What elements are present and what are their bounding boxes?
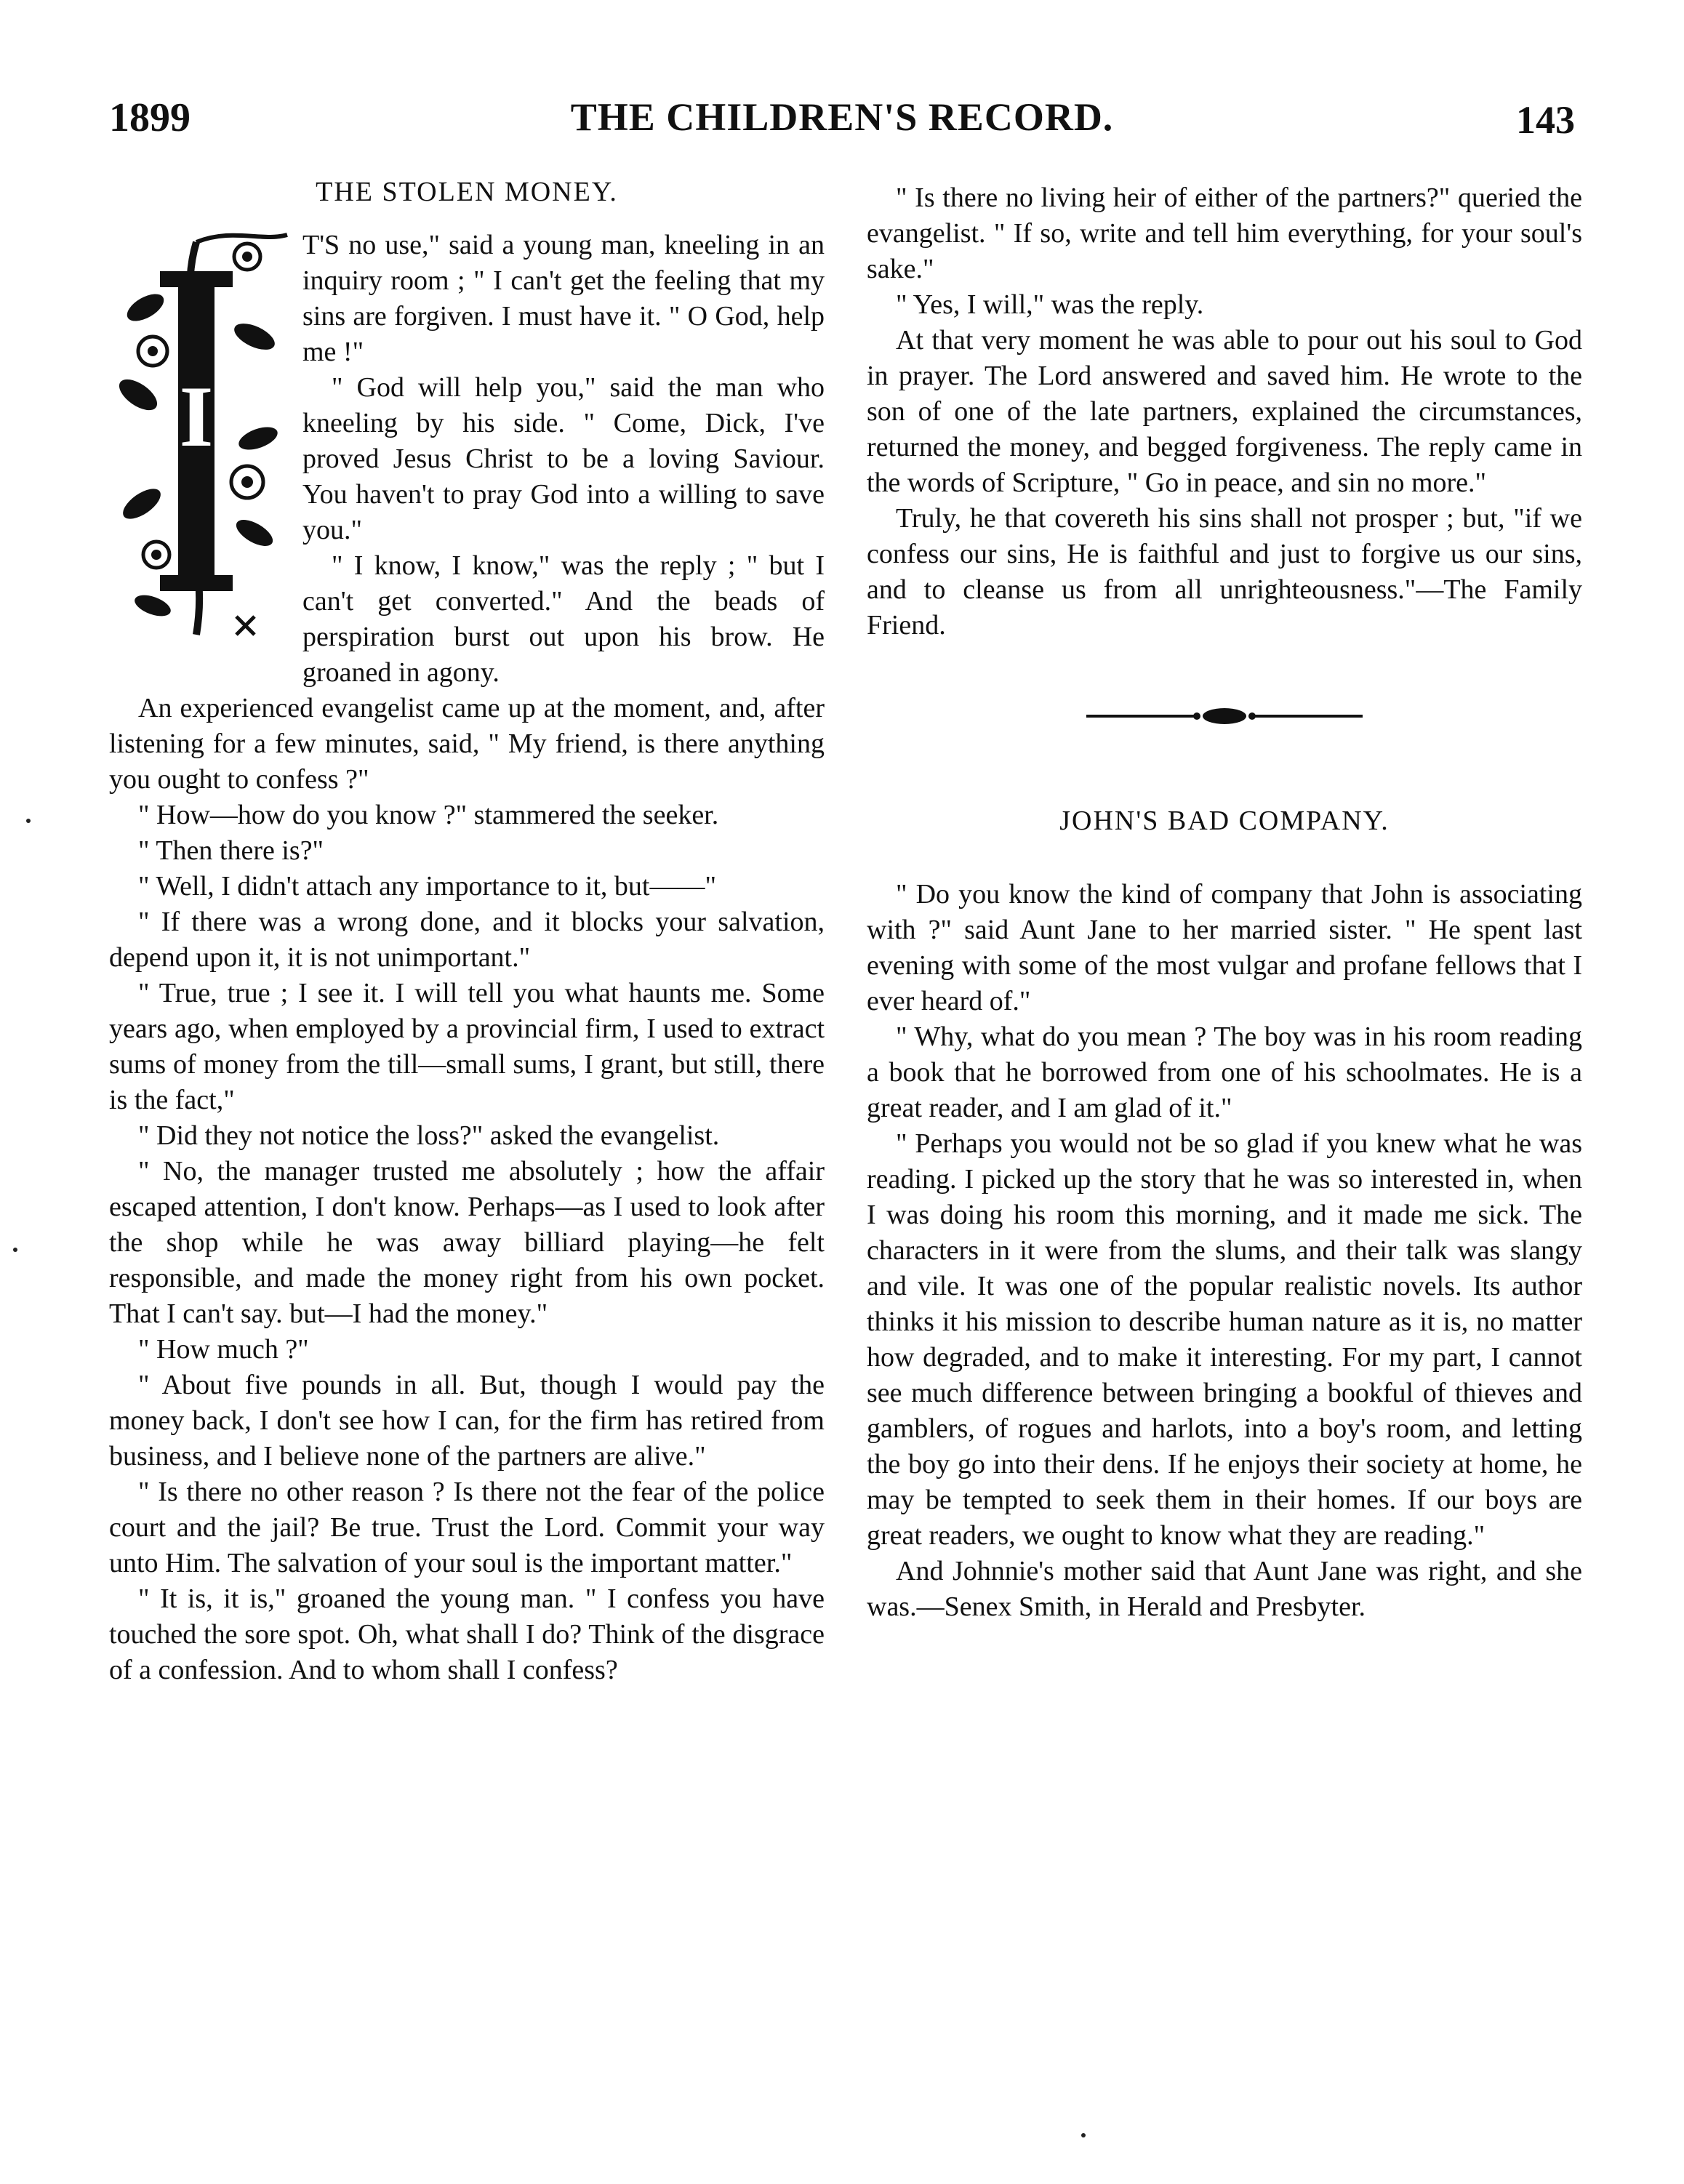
page-number: 143 [1516,98,1575,142]
paragraph: " It is, it is," groaned the young man. " I confess you have touched the sore spot. Oh, what shall I do? Think of the disgrace of a confession. And to whom shall I confess? [109,1583,825,1685]
publication-title: THE CHILDREN'S RECORD. [570,95,1114,139]
article-title-johns-bad-company: JOHN'S BAD COMPANY. [1059,806,1390,836]
ornament-rule-icon [1086,702,1363,731]
paragraph: " God will help you," said the man who kneeling by his side. " Come, Dick, I've proved Jesus Christ to be a loving Saviour. You haven't to pray God into a willing to save you." [302,372,825,545]
paragraph: Truly, he that covereth his sins shall not prosper ; but, "if we confess our sins, He is faithful and just to forgive us our sins, and to cleanse us from all unrighteousness."—The Family Friend. [867,503,1582,641]
print-speck [26,819,31,823]
paragraph: " Why, what do you mean ? The boy was in his room reading a book that he borrowed from one of his schoolmates. He is a great reader, and I am glad of it." [867,1021,1582,1123]
section-divider [867,702,1582,731]
paragraph: " No, the manager trusted me absolutely ; how the affair escaped attention, I don't know. Perhaps—as I used to look after the shop while he was away billiard playing—he felt responsible, and made the money right from his own pocket. That I can't say. but—I had the money." [109,1156,825,1329]
paragraph: " Is there no living heir of either of the partners?" queried the evangelist. " If so, write and tell him everything, for your soul's sake." [867,182,1582,284]
svg-text:I: I [179,368,214,465]
ornamental-initial [109,228,291,657]
article-title-stolen-money: THE STOLEN MONEY. [316,177,618,207]
paragraph: " Yes, I will," was the reply. [896,289,1204,320]
paragraph: " How—how do you know ?" stammered the seeker. [138,800,719,830]
right-column [867,180,1582,1625]
paragraph: " How much ?" [138,1334,309,1365]
paragraph: " Well, I didn't attach any importance to it, but——" [138,871,716,902]
left-column [109,174,825,1688]
paragraph: An experienced evangelist came up at the moment, and, after listening for a few minutes, said, " My friend, is there anything you ought to confess ?" [109,693,825,795]
print-speck [1081,2133,1086,2137]
paragraph: " About five pounds in all. But, though I would pay the money back, I don't see how I can, for the firm has retired from business, and I believe none of the partners are alive." [109,1370,825,1472]
floral-initial-icon [109,228,291,657]
paragraph: " Did they not notice the loss?" asked the evangelist. [138,1120,720,1151]
paragraph: " Then there is?" [138,835,324,866]
issue-year: 1899 [109,95,191,140]
paragraph: " Perhaps you would not be so glad if you knew what he was reading. I picked up the story that he was so interested in, when I was doing his room this morning, and it made me sick. The characters in it were from the slums, and their talk was slangy and vile. It was one of the popular realistic novels. Its author thinks it his mission to describe human nature as it is, no matter how degraded, and to make it interesting. For my part, I cannot see much difference between bringing a bookful of thieves and gamblers, of rogues and harlots, into a boy's room, and letting the boy go into their dens. If he enjoys their society at home, he may be tempted to seek them in their homes. If our boys are great readers, we ought to know what they are reading." [867,1128,1582,1551]
paragraph: " Is there no other reason ? Is there not the fear of the police court and the jail? Be true. Trust the Lord. Commit your way unto Him. The salvation of your soul is the important matter." [109,1477,825,1578]
paragraph: T'S no use," said a young man, kneeling in an inquiry room ; " I can't get the feeling that my sins are forgiven. I must have it. " O God, help me !" [302,230,825,367]
paragraph: " Do you know the kind of company that John is associating with ?" said Aunt Jane to her married sister. " He spent last evening with some of the most vulgar and profane fellows that I ever heard of." [867,879,1582,1016]
paragraph: At that very moment he was able to pour out his soul to God in prayer. The Lord answered and saved him. He wrote to the son of one of the late partners, explained the circumstances, returned the money, and begged forgiveness. The reply came in the words of Scripture, " Go in peace, and sin no more." [867,325,1582,498]
paragraph: And Johnnie's mother said that Aunt Jane was right, and she was.—Senex Smith, in Herald and Presbyter. [867,1556,1582,1622]
running-head [109,95,1575,153]
paragraph: " True, true ; I see it. I will tell you what haunts me. Some years ago, when employed by a provincial firm, I used to extract sums of money from the till—small sums, I grant, but still, there is the fact," [109,978,825,1115]
paragraph: " I know, I know," was the reply ; " but I can't get converted." And the beads of perspiration burst out upon his brow. He groaned in agony. [302,550,825,688]
paragraph: " If there was a wrong done, and it blocks your salvation, depend upon it, it is not unimportant." [109,907,825,973]
print-speck [13,1248,17,1252]
